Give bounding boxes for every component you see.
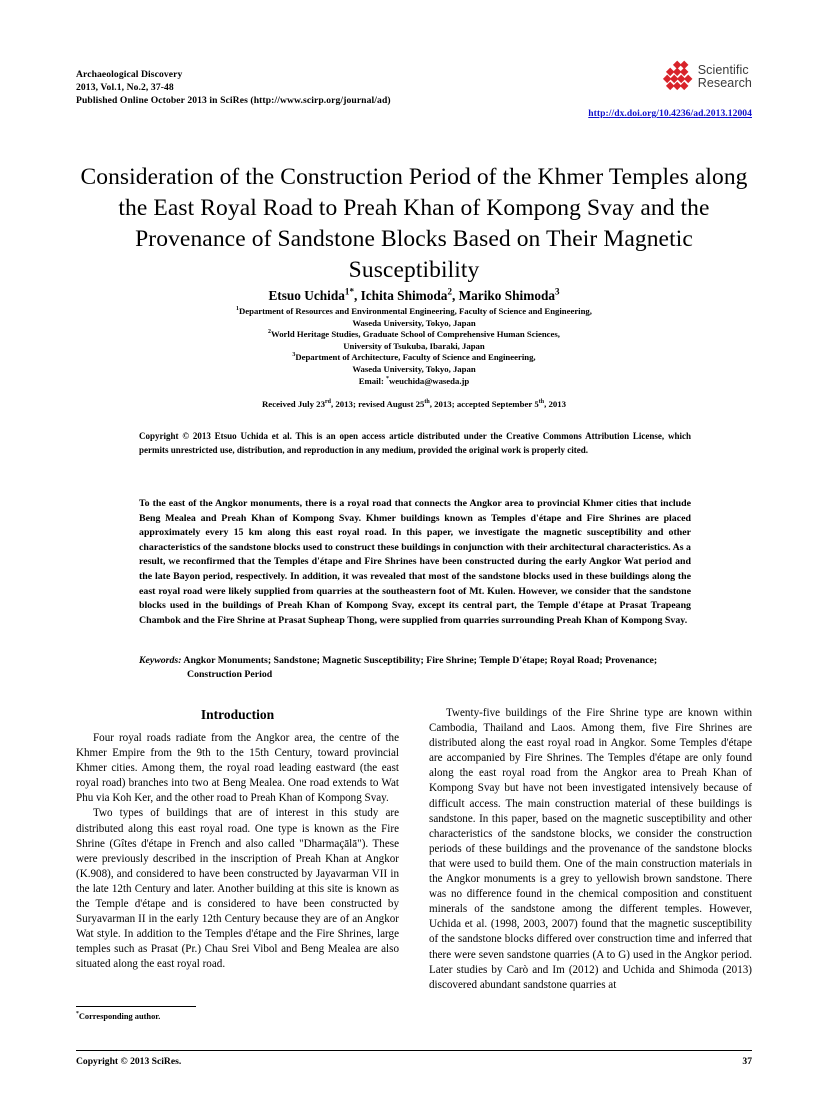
submission-dates — [78, 399, 750, 409]
footnote-mark: * — [76, 1011, 79, 1018]
copyright-notice: Copyright © 2013 Etsuo Uchida et al. This is an open access article distributed under the Creative Commons Attribution License, which permits unrestricted use, distribution, and reproduction in any medium, provided the original work is properly cited. — [139, 431, 691, 455]
author-email-line — [128, 376, 700, 388]
author-sep-1: , — [353, 288, 361, 303]
affiliation-3-line-1: Department of Architecture, Faculty of Science and Engineering, — [295, 352, 536, 363]
author-sep-2: , — [451, 288, 459, 303]
received-ordinal: rd — [324, 399, 331, 406]
revised-label: , 2013; revised August 25 — [330, 399, 425, 409]
received-label: Received July 23 — [261, 399, 325, 409]
affiliation-mark-2: 2 — [268, 329, 271, 336]
keywords-body — [139, 654, 691, 682]
accepted-year: , 2013 — [544, 399, 567, 409]
section-heading-introduction: Introduction — [200, 707, 275, 722]
diamond-grid-icon — [664, 62, 694, 92]
keywords-label: Keywords: — [139, 655, 182, 666]
footer-copyright: Copyright © 2013 SciRes. — [76, 1056, 182, 1067]
publisher-line-1: Scientific — [697, 63, 749, 77]
author-name-1: Etsuo Uchida — [268, 288, 345, 303]
revised-ordinal: th — [424, 399, 430, 406]
paragraph: Twenty-five buildings of the Fire Shrine type are known within Cambodia, Thailand and Laos. Among them, five Fire Shrines are distributed along the east royal road in Angkor. Some Temples d'étape are accompanied by Fire Shrines. The Temples d'étape are only found along the east royal road from the Angkor area to Preah Khan of Kompong Svay but have not been investigated intensively because of difficult access. The main construction material of these buildings is sandstone. In this paper, based on the magnetic susceptibility and other characteristics of the sandstone blocks, we consider the construction periods of these buildings and the provenance of the sandstone blocks that were used to build them. One of the main construction materials in the Angkor monuments is a grey to yellowish brown sandstone. There was no difference found in the chemical composition and constituent minerals of the sandstone among the different temples. However, Uchida et al. (1998, 2003, 2007) found that the magnetic susceptibility of the sandstone blocks differed over construction time and inferred that there were seven sandstone quarries (A to G) used in the Angkor period. Later studies by Carò and Im (2012) and Uchida and Shimoda (2013) discovered abundant sandstone quarries at — [429, 707, 752, 991]
journal-title: Archaeological Discovery — [76, 69, 183, 80]
affiliation-2-line-2: University of Tsukuba, Ibaraki, Japan — [343, 340, 485, 351]
affiliation-1-line-2: Waseda University, Tokyo, Japan — [352, 317, 476, 328]
email-address[interactable]: weuchida@waseda.jp — [388, 375, 470, 386]
abstract-text: To the east of the Angkor monuments, there is a royal road that connects the Angkor area to provincial Khmer cities that include Beng Mealea and Preah Khan of Kompong Svay. Khmer buildings known as Temples d'étape and Fire Shrines are placed approximately every 15 km along this east royal road. In this paper, we investigate the magnetic susceptibility and other characteristics of the sandstone blocks used to construct these buildings in conjunction with their architectural characteristics. As a result, we reconfirmed that the Temples d'étape and Fire Shrines have been constructed during the early Angkor Wat period and the late Bayon period, respectively. In addition, it was revealed that most of the sandstone blocks used in these buildings along the east royal road were likely supplied from quarries at the southeastern foot of Mt. Kulen. However, we consider that the sandstone blocks used in the buildings of Preah Khan of Kompong Svay, except its central part, the Temple d'étape at Prasat Trapeang Chambok and the Fire Shrine at Prasat Supheap Thong, were supplied from quarries surrounding Preah Khan of Kompong Svay. — [139, 498, 691, 626]
author-list — [78, 287, 750, 304]
accepted-ordinal: th — [538, 399, 545, 406]
journal-volume-line: 2013, Vol.1, No.2, 37-48 — [76, 82, 174, 94]
affiliation-2-line-1: World Heritage Studies, Graduate School of Comprehensive Human Sciences, — [271, 329, 560, 340]
column-right — [429, 706, 752, 993]
affiliation-2 — [128, 329, 700, 341]
footer-page-number: 37 — [742, 1056, 752, 1067]
keywords-values: Angkor Monuments; Sandstone; Magnetic Susceptibility; Fire Shrine; Temple D'étape; Royal Road; Provenance; Construction Period — [183, 655, 658, 681]
accepted-label: , 2013; accepted September 5 — [429, 399, 539, 409]
footer-divider — [76, 1050, 752, 1051]
footnote-text — [76, 1011, 256, 1022]
affiliation-list — [128, 306, 700, 387]
keywords-block — [139, 654, 691, 682]
footnote-block — [76, 1006, 256, 1022]
author-mark-2: 2 — [447, 286, 452, 297]
paragraph: Two types of buildings that are of interest in this study are distributed along this east royal road. One type is known as the Fire Shrine (Gîtes d'étape in French and also called "Dharmaçālā"). These were previously described in the inscription of Preah Khan at Angkor (K.908), and considered to have been constructed by Jayavarman VII in the late 12th Century and later. Another building at this site is known as the Temple d'étape and is considered to have been constructed by Suryavarman II in the early 12th Century because they are of an Angkor Wat style. In addition to the Temples d'étape and the Fire Shrines, large temples such as Prasat (Pr.) Chau Srei Vibol and Beng Mealea are also situated along the east royal road. — [76, 807, 399, 971]
body-columns — [76, 706, 752, 993]
footnote-divider — [76, 1006, 196, 1007]
author-mark-3: 3 — [555, 286, 560, 297]
page-title: Consideration of the Construction Period of the Khmer Temples along the East Royal Road to Preah Khan of Kompong Svay and the Provenance of Sandstone Blocks Based on Their Magnetic Susceptibility — [80, 163, 748, 283]
masthead — [76, 63, 752, 120]
author-mark-1: 1* — [344, 286, 354, 297]
footnote-label: Corresponding author. — [78, 1012, 161, 1021]
email-label: Email: — [358, 375, 384, 386]
journal-info — [76, 68, 391, 108]
scientific-research-logo — [664, 62, 752, 92]
affiliation-1 — [128, 306, 700, 318]
affiliation-3 — [128, 352, 700, 364]
affiliation-1-line-1: Department of Resources and Environmental Engineering, Faculty of Science and Engineering, — [238, 306, 592, 316]
author-name-2: Ichita Shimoda — [360, 288, 448, 303]
author-name-3: Mariko Shimoda — [458, 288, 556, 303]
column-left — [76, 706, 399, 993]
doi-link[interactable]: http://dx.doi.org/10.4236/ad.2013.12004 — [588, 108, 752, 119]
affiliation-mark-3: 3 — [292, 352, 296, 359]
page-footer — [76, 1056, 752, 1067]
paragraph: Four royal roads radiate from the Angkor area, the centre of the Khmer Empire from the 9th to the 15th Century, toward provincial Khmer cities. Among them, the royal road leading eastward (the east royal road) branches into two at Beng Mealea. One road extends to Wat Phu via Koh Ker, and the other road to Preah Khan of Kompong Svay. — [76, 732, 399, 805]
publisher-name — [698, 64, 752, 90]
affiliation-mark-1: 1 — [236, 306, 239, 313]
publisher-line-2: Research — [697, 76, 752, 90]
email-mark: * — [386, 375, 389, 382]
journal-published-line: Published Online October 2013 in SciRes (http://www.scirp.org/journal/ad) — [76, 95, 391, 107]
affiliation-3-line-2: Waseda University, Tokyo, Japan — [352, 363, 476, 374]
